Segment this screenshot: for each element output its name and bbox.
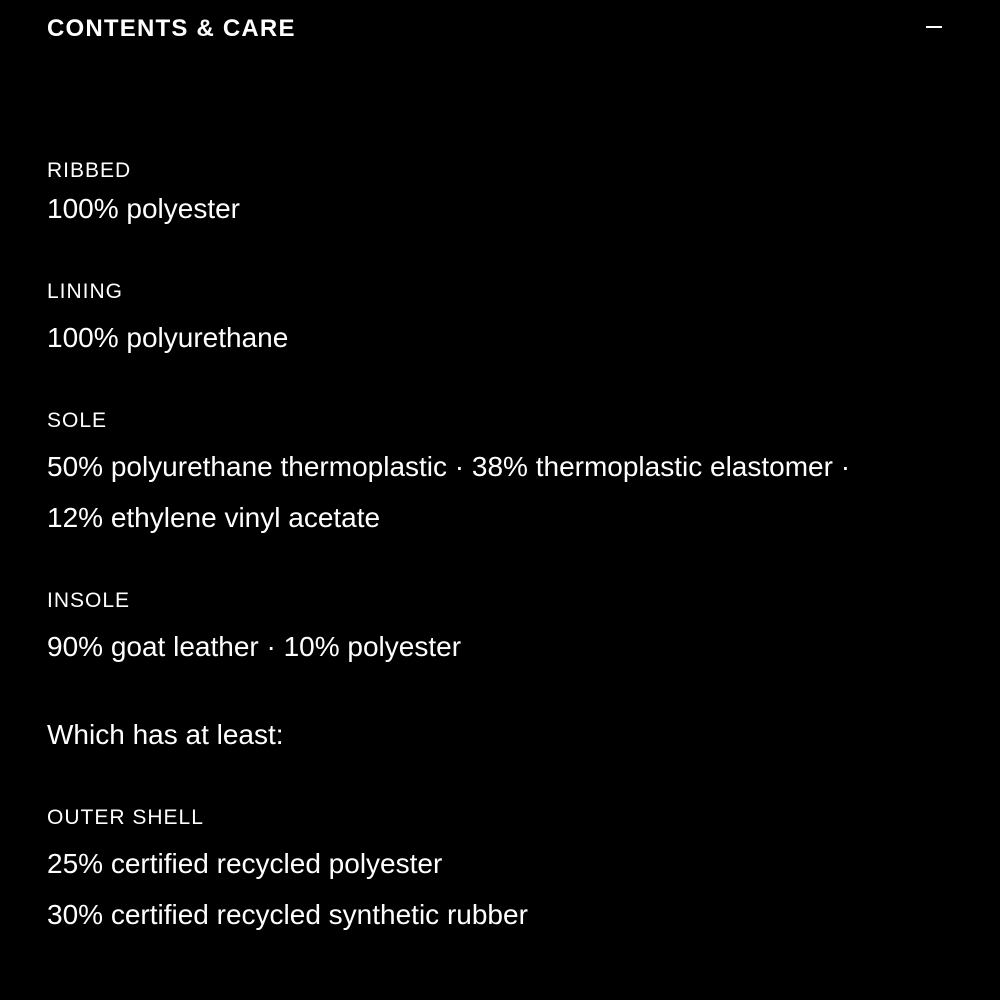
outer-shell-label: OUTER SHELL	[47, 806, 204, 829]
ribbed-label: RIBBED	[47, 159, 132, 182]
insole-value: 90% goat leather · 10% polyester	[47, 631, 462, 662]
subheading: Which has at least:	[47, 719, 284, 750]
sole-label: SOLE	[47, 409, 108, 432]
outer-shell-item: 30% certified recycled synthetic rubber	[47, 899, 528, 930]
sole-value-line-2: 12% ethylene vinyl acetate	[47, 502, 381, 533]
section-title: CONTENTS & CARE	[47, 15, 296, 42]
ribbed-value: 100% polyester	[47, 193, 241, 224]
outer-shell-item: 25% certified recycled polyester	[47, 848, 443, 879]
lining-label: LINING	[47, 280, 124, 303]
lining-value: 100% polyurethane	[47, 322, 289, 353]
sole-value-line-1: 50% polyurethane thermoplastic · 38% thermoplastic elastomer ·	[47, 451, 851, 482]
ribbed-label-clipped	[47, 159, 247, 183]
contents-care-panel	[47, 0, 953, 1000]
insole-label: INSOLE	[47, 589, 131, 612]
